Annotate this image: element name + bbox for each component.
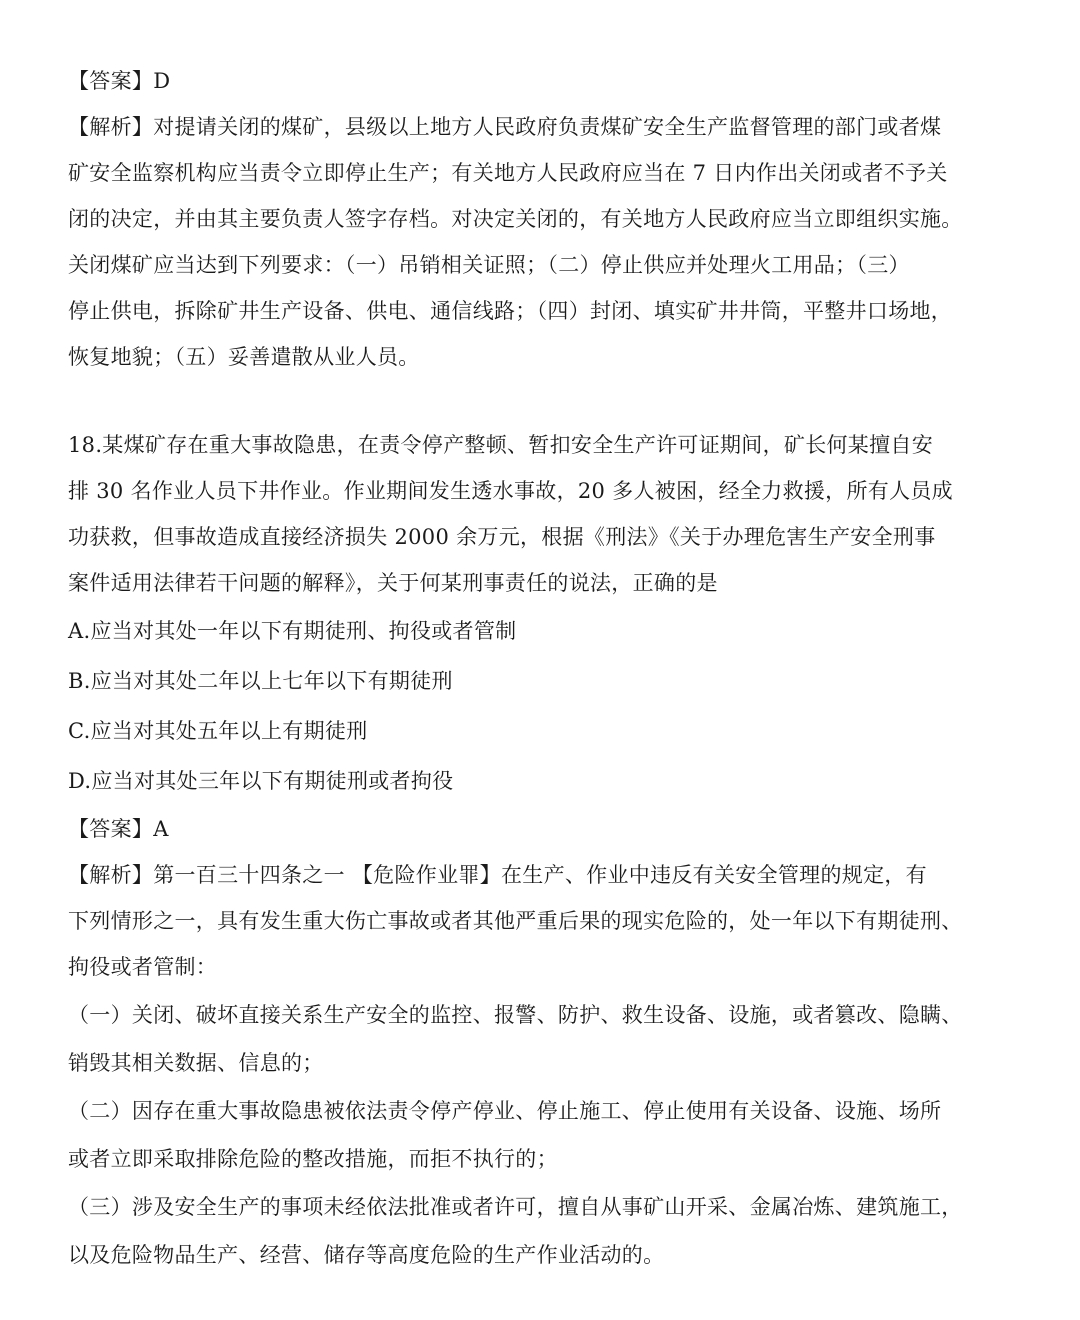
q18-analysis-line: 下列情形之一，具有发生重大伤亡事故或者其他严重后果的现实危险的，处一年以下有期徒刑、 [68,909,963,933]
document-page [68,58,1013,1278]
q18-option-b: B.应当对其处二年以上七年以下有期徒刑 [68,669,453,693]
q18-analysis-line: 【解析】第一百三十四条之一 【危险作业罪】在生产、作业中违反有关安全管理的规定，有 [68,863,927,887]
q18-analysis-line: 或者立即采取排除危险的整改措施，而拒不执行的； [68,1147,558,1171]
q18-option-c: C.应当对其处五年以上有期徒刑 [68,719,368,743]
q18-answer-block [68,806,1013,1278]
q18-stem-line: 18.某煤矿存在重大事故隐患，在责令停产整顿、暂扣安全生产许可证期间，矿长何某擅自安 [68,433,933,457]
q18-option-a: A.应当对其处一年以下有期徒刑、拘役或者管制 [68,619,517,643]
q17-analysis-line: 恢复地貌；（五）妥善遣散从业人员。 [68,345,420,369]
q17-analysis-line: 关闭煤矿应当达到下列要求：（一）吊销相关证照；（二）停止供应并处理火工用品；（三） [68,253,910,277]
q18-stem-line: 功获救，但事故造成直接经济损失 2000 余万元，根据《刑法》《关于办理危害生产安全刑事 [68,525,936,549]
q18-analysis-line: （三）涉及安全生产的事项未经依法批准或者许可，擅自从事矿山开采、金属冶炼、建筑施工， [68,1195,963,1219]
q18-options [68,606,1013,806]
q18-analysis-line: 销毁其相关数据、信息的； [68,1051,324,1075]
q18-answer: 【答案】A [68,817,169,841]
q17-analysis-line: 停止供电，拆除矿井生产设备、供电、通信线路；（四）封闭、填实矿井井筒，平整井口场地， [68,299,953,323]
q17-answer-block [68,58,1013,380]
q18-stem-line: 案件适用法律若干问题的解释》，关于何某刑事责任的说法，正确的是 [68,571,718,595]
q18-analysis-line: 以及危险物品生产、经营、储存等高度危险的生产作业活动的。 [68,1243,665,1267]
q18-analysis-line: （一）关闭、破坏直接关系生产安全的监控、报警、防护、救生设备、设施，或者篡改、隐瞒、 [68,1003,963,1027]
paragraph-gap [68,380,1013,422]
q17-analysis-line: 【解析】对提请关闭的煤矿，县级以上地方人民政府负责煤矿安全生产监督管理的部门或者煤 [68,115,942,139]
q18-stem [68,422,1013,606]
q18-analysis-line: （二）因存在重大事故隐患被依法责令停产停业、停止施工、停止使用有关设备、设施、场所 [68,1099,942,1123]
q17-answer: 【答案】D [68,69,171,93]
q18-option-d: D.应当对其处三年以下有期徒刑或者拘役 [68,769,454,793]
q18-stem-line: 排 30 名作业人员下井作业。作业期间发生透水事故，20 多人被困，经全力救援，所有人员成 [68,479,953,503]
q17-analysis-line: 矿安全监察机构应当责令立即停止生产；有关地方人民政府应当在 7 日内作出关闭或者不予关 [68,161,948,185]
q17-analysis-line: 闭的决定，并由其主要负责人签字存档。对决定关闭的，有关地方人民政府应当立即组织实施。 [68,207,963,231]
q18-analysis-line: 拘役或者管制： [68,955,218,979]
